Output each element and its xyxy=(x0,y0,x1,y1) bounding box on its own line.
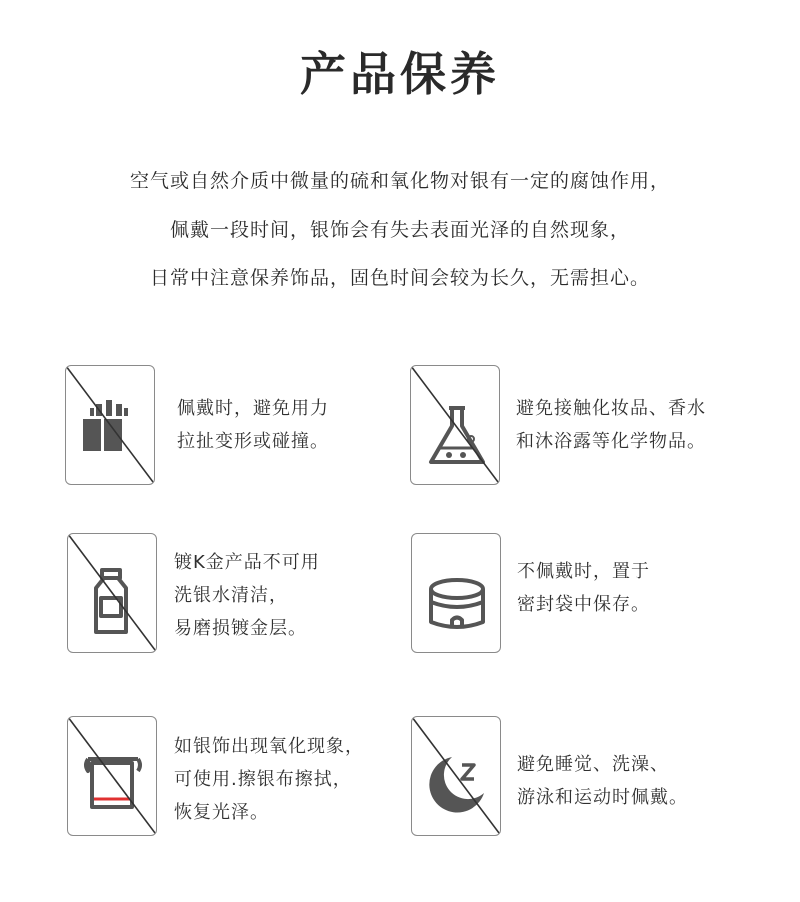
tip-card-sleep-moon xyxy=(411,716,501,836)
tip-card-cleaner-bottle xyxy=(67,533,157,653)
tip-card-gift-box xyxy=(65,365,155,485)
tip-text-2: 避免接触化妆品、香水 和沐浴露等化学物品。 xyxy=(516,398,706,452)
flask-icon xyxy=(411,366,500,485)
polishing-cloth-icon xyxy=(68,717,157,836)
storage-bag-icon xyxy=(412,534,501,653)
page-title: 产品保养 xyxy=(300,47,500,101)
tip-text-3: 镀K金产品不可用 洗银水清洁， 易磨损镀金层。 xyxy=(174,552,320,639)
tip-text-5: 如银饰出现氧化现象， 可使用.擦银布擦拭， 恢复光泽。 xyxy=(174,736,364,823)
tip-text-1: 佩戴时，避免用力 拉扯变形或碰撞。 xyxy=(177,398,329,452)
intro-line-3: 日常中注意保养饰品，固色时间会较为长久，无需担心。 xyxy=(149,267,650,289)
gift-box-icon xyxy=(66,366,155,485)
intro-line-2: 佩戴一段时间，银饰会有失去表面光泽的自然现象， xyxy=(169,219,630,241)
intro-line-1: 空气或自然介质中微量的硫和氧化物对银有一定的腐蚀作用， xyxy=(129,170,670,192)
cleaner-bottle-icon xyxy=(68,534,157,653)
tip-card-storage-bag xyxy=(411,533,501,653)
tip-text-6: 避免睡觉、洗澡、 游泳和运动时佩戴。 xyxy=(517,754,688,808)
tip-text-4: 不佩戴时，置于 密封袋中保存。 xyxy=(517,561,650,615)
sleep-moon-icon xyxy=(412,717,501,836)
tip-card-polishing-cloth xyxy=(67,716,157,836)
tip-card-flask xyxy=(410,365,500,485)
